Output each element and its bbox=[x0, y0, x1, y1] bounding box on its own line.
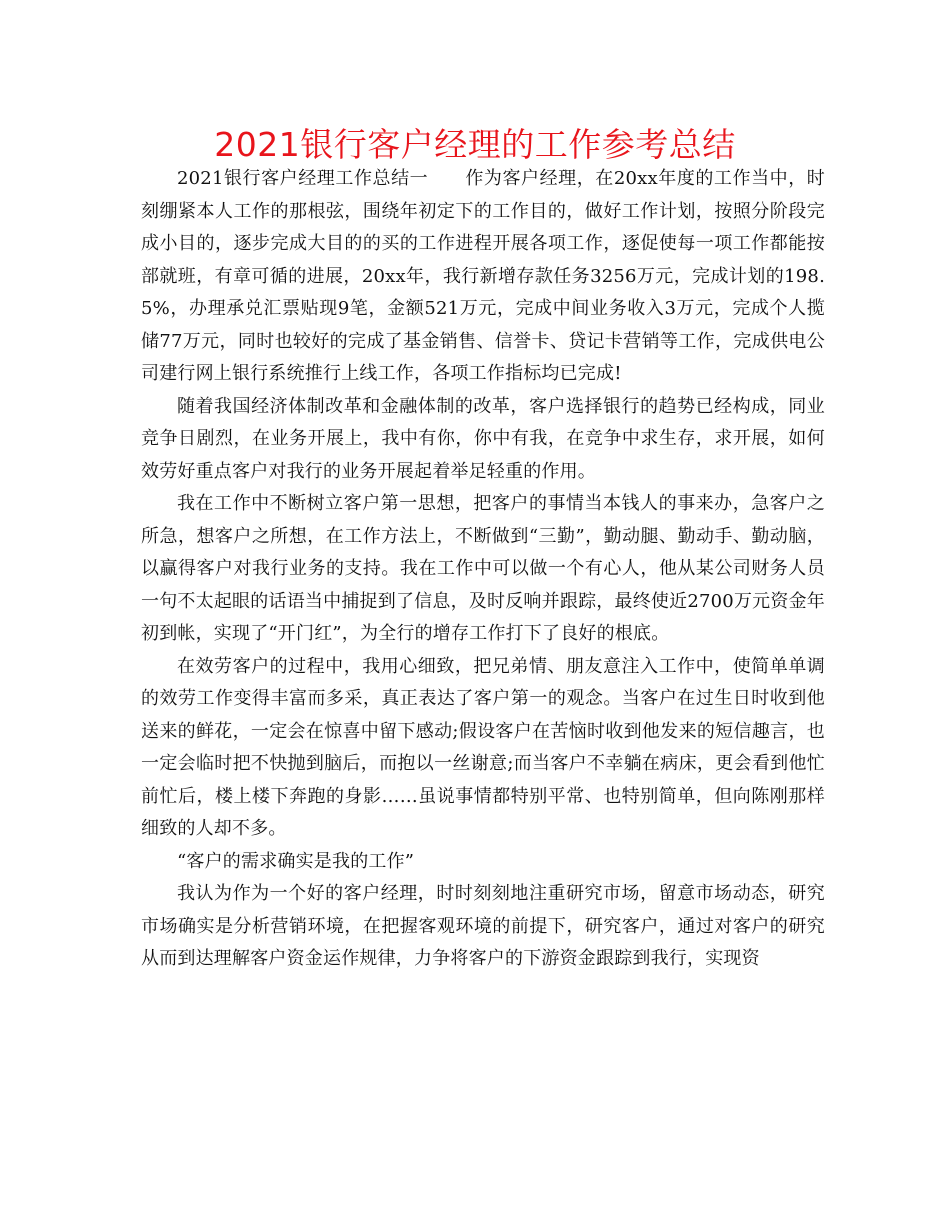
paragraph-customer-first: 我在工作中不断树立客户第一思想，把客户的事情当本钱人的事来办，急客户之所急，想客户之所想，在工作方法上，不断做到“三勤”，勤动腿、勤动手、勤动脑，以赢得客户对我行业务的支持。我在工作中可以做一个有心人，他从某公司财务人员一句不太起眼的话语当中捕捉到了信息，及时反响并跟踪，最终使近2700万元资金年初到帐，实现了“开门红”，为全行的增存工作打下了良好的根底。 bbox=[141, 493, 825, 644]
paragraph-intro: 2021银行客户经理工作总结一 作为客户经理，在20xx年度的工作当中，时刻绷紧本人工作的那根弦，围绕年初定下的工作目的，做好工作计划，按照分阶段完成小目的，逐步完成大目的的买的工作进程开展各项工作，逐促使每一项工作都能按部就班，有章可循的进展，20xx年，我行新增存款任务3256万元，完成计划的198.5%，办理承兑汇票贴现9笔，金额521万元，完成中间业务收入3万元，完成个人揽储77万元，同时也较好的完成了基金销售、信誉卡、贷记卡营销等工作，完成供电公司建行网上银行系统推行上线工作，各项工作指标均已完成! bbox=[141, 168, 825, 384]
paragraph-quote-heading: “客户的需求确实是我的工作” bbox=[177, 850, 415, 872]
document-body bbox=[141, 163, 825, 976]
paragraph-service: 在效劳客户的过程中，我用心细致，把兄弟情、朋友意注入工作中，使简单单调的效劳工作变得丰富而多采，真正表达了客户第一的观念。当客户在过生日时收到他送来的鲜花，一定会在惊喜中留下感动;假设客户在苦恼时收到他发来的短信趣言，也一定会临时把不快抛到脑后，而抱以一丝谢意;而当客户不幸躺在病床，更会看到他忙前忙后，楼上楼下奔跑的身影……虽说事情都特别平常、也特别简单，但向陈刚那样细致的人却不多。 bbox=[141, 655, 825, 839]
document-title: 2021银行客户经理的工作参考总结 bbox=[214, 125, 736, 164]
paragraph-competition: 随着我国经济体制改革和金融体制的改革，客户选择银行的趋势已经构成，同业竞争日剧烈，在业务开展上，我中有你，你中有我，在竞争中求生存，求开展，如何效劳好重点客户对我行的业务开展起着举足轻重的作用。 bbox=[141, 395, 825, 482]
paragraph-market-research: 我认为作为一个好的客户经理，时时刻刻地注重研究市场，留意市场动态，研究市场确实是分析营销环境，在把握客观环境的前提下，研究客户，通过对客户的研究从而到达理解客户资金运作规律，力争将客户的下游资金跟踪到我行，实现资 bbox=[141, 883, 825, 969]
